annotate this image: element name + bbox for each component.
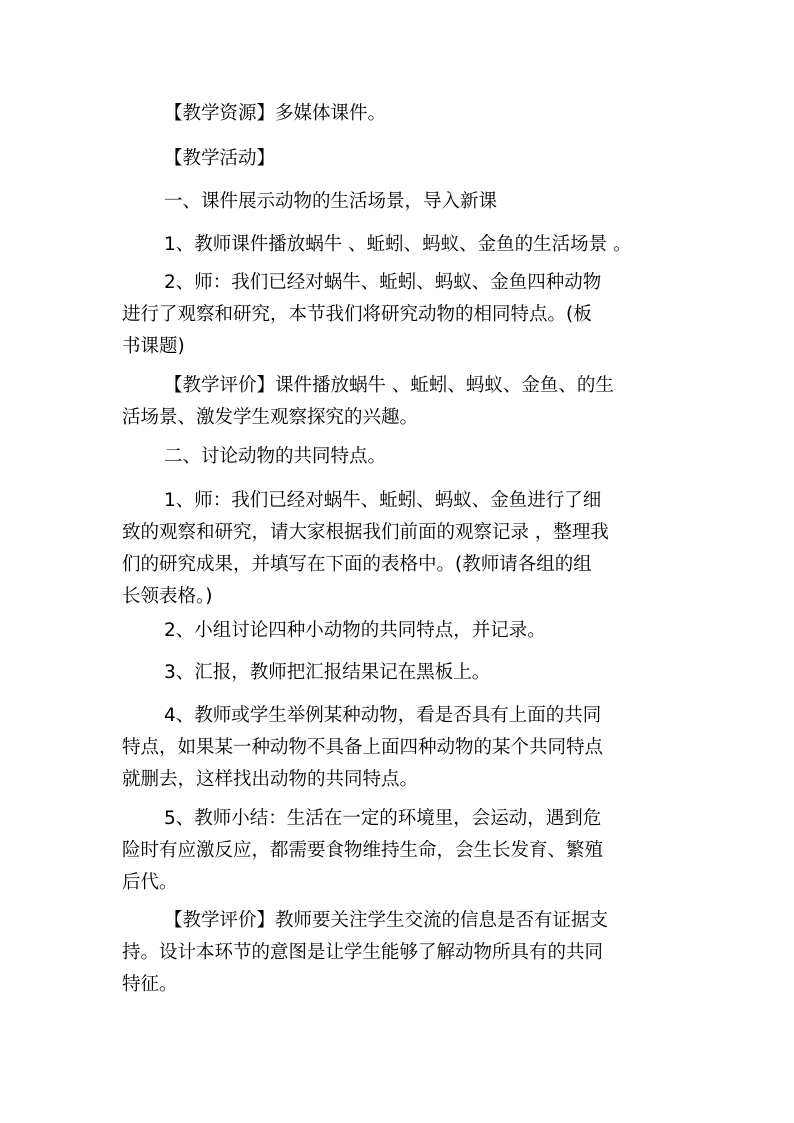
text-line: 活场景、激发学生观察探究的兴趣。 [122, 407, 419, 428]
text-line: 一、课件展示动物的生活场景，导入新课 [164, 191, 498, 212]
text-line: 【教学活动】 [164, 148, 276, 169]
text-line: 们的研究成果，并填写在下面的表格中。(教师请各组的组 [122, 554, 592, 575]
paragraph-section-2-heading [164, 441, 684, 473]
text-line: 2、小组讨论四种小动物的共同特点，并记录。 [164, 620, 546, 641]
text-line: 4、教师或学生举例某种动物，看是否具有上面的共同 [164, 705, 602, 726]
paragraph-section-1-heading [164, 186, 684, 218]
paragraph-resources [164, 98, 684, 130]
text-line: 2、师：我们已经对蜗牛、蚯蚓、蚂蚁、金鱼四种动物 [164, 272, 602, 293]
paragraph-section-2-step-2 [164, 615, 684, 647]
paragraph-evaluation-2 [122, 905, 684, 1001]
paragraph-activities-heading [164, 143, 684, 175]
text-line: 5、教师小结：生活在一定的环境里，会运动，遇到危 [164, 808, 602, 829]
paragraph-section-2-step-4 [122, 700, 684, 796]
text-line: 险时有应激反应，都需要食物维持生命，会生长发育、繁殖 [122, 840, 604, 861]
paragraph-section-2-step-5 [122, 803, 684, 899]
text-line: 持。设计本环节的意图是让学生能够了解动物所具有的共同 [122, 942, 604, 963]
text-line: 【教学评价】课件播放蜗牛 、蚯蚓、蚂蚁、金鱼、的生 [164, 375, 614, 396]
text-line: 就删去，这样找出动物的共同特点。 [122, 769, 419, 790]
text-line: 【教学评价】教师要关注学生交流的信息是否有证据支 [164, 910, 609, 931]
paragraph-section-1-step-2 [122, 267, 684, 363]
paragraph-evaluation-1 [122, 370, 684, 434]
text-line: 1、教师课件播放蜗牛 、蚯蚓、蚂蚁、金鱼的生活场景 。 [164, 234, 632, 255]
text-line: 致的观察和研究，请大家根据我们前面的观察记录 ，整理我 [122, 522, 609, 543]
text-line: 特征。 [122, 974, 178, 995]
text-line: 1、师：我们已经对蜗牛、蚯蚓、蚂蚁、金鱼进行了细 [164, 490, 602, 511]
text-line: 长领表格。) [122, 586, 213, 607]
paragraph-section-2-step-1 [122, 485, 684, 613]
text-line: 后代。 [122, 872, 178, 893]
paragraph-section-1-step-1 [164, 229, 684, 261]
text-line: 进行了观察和研究，本节我们将研究动物的相同特点。(板 [122, 304, 592, 325]
text-line: 3、汇报，教师把汇报结果记在黑板上。 [164, 662, 491, 683]
text-line: 【教学资源】多媒体课件。 [164, 103, 387, 124]
text-line: 特点，如果某一种动物不具备上面四种动物的某个共同特点 [122, 737, 604, 758]
paragraph-section-2-step-3 [164, 657, 684, 689]
text-line: 二、讨论动物的共同特点。 [164, 446, 387, 467]
text-line: 书课题) [122, 336, 185, 357]
